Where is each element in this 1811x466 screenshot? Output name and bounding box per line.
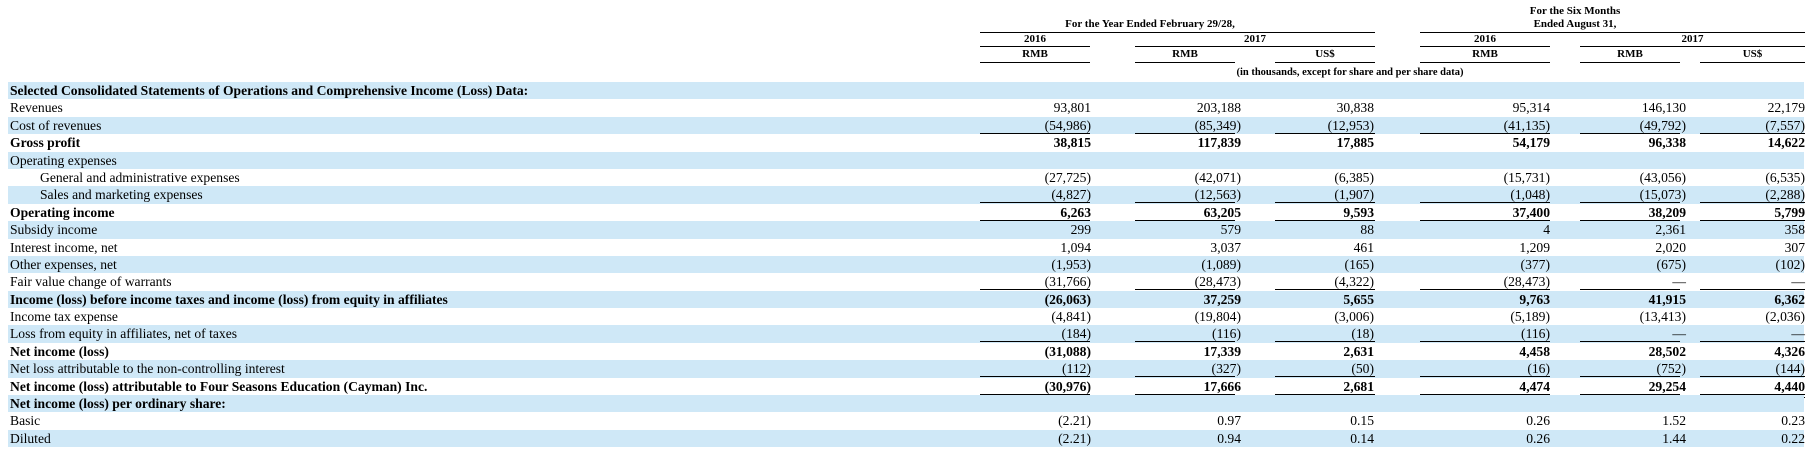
table-row	[8, 430, 1804, 447]
row-value: (6,385)	[1334, 169, 1374, 185]
row-value: 14,622	[1767, 135, 1805, 151]
table-row	[8, 221, 1804, 238]
row-value: 37,259	[1203, 291, 1241, 307]
row-label: Operating expenses	[10, 152, 117, 168]
row-value: 0.26	[1526, 430, 1550, 446]
table-row	[8, 99, 1804, 116]
row-value: (15,073)	[1639, 187, 1686, 203]
row-value: (675)	[1656, 256, 1686, 272]
currency-rule-6	[1700, 62, 1805, 63]
row-value: 117,839	[1197, 135, 1241, 151]
table-row	[8, 117, 1804, 134]
year-2016-heading: 2016	[1024, 33, 1046, 45]
row-value: —	[1791, 326, 1805, 342]
row-value: (116)	[1212, 326, 1241, 342]
currency-rmb-2: RMB	[1172, 48, 1198, 60]
row-value: (12,563)	[1194, 187, 1241, 203]
row-value: 37,400	[1512, 204, 1550, 220]
row-value: 579	[1220, 222, 1241, 238]
row-value: 0.15	[1350, 413, 1374, 429]
row-value: 6,263	[1060, 204, 1091, 220]
row-value: 461	[1353, 239, 1374, 255]
row-value: 0.14	[1350, 430, 1374, 446]
row-value: 30,838	[1336, 100, 1374, 116]
row-value: 4,474	[1519, 378, 1550, 394]
row-value: (7,557)	[1765, 117, 1805, 133]
row-value: 63,205	[1203, 204, 1241, 220]
row-label: General and administrative expenses	[40, 169, 240, 185]
table-row	[8, 239, 1804, 256]
six-2016-heading: 2016	[1474, 33, 1496, 45]
row-value: 5,655	[1343, 291, 1374, 307]
currency-rmb-1: RMB	[1022, 48, 1048, 60]
table-row	[8, 395, 1804, 412]
six-rule-2016	[1420, 46, 1550, 47]
table-row	[8, 82, 1804, 99]
row-value: (49,792)	[1639, 117, 1686, 133]
currency-rule-3	[1275, 62, 1375, 63]
currency-rule-4	[1420, 62, 1550, 63]
row-value: 38,209	[1648, 204, 1686, 220]
table-row	[8, 256, 1804, 273]
row-value: 3,037	[1210, 239, 1241, 255]
row-label: Basic	[10, 413, 41, 429]
row-value: (1,089)	[1201, 256, 1241, 272]
row-value: 54,179	[1512, 135, 1550, 151]
table-row	[8, 308, 1804, 325]
row-value: 4,326	[1774, 343, 1805, 359]
row-value: (43,056)	[1639, 169, 1686, 185]
row-value: (12,953)	[1327, 117, 1374, 133]
row-label: Loss from equity in affiliates, net of taxes	[10, 326, 238, 342]
row-label: Fair value change of warrants	[10, 274, 172, 290]
table-row	[8, 152, 1804, 169]
row-value: (3,006)	[1334, 309, 1374, 325]
row-value: 358	[1784, 222, 1805, 238]
row-value: 4	[1543, 222, 1550, 238]
row-value: 1.52	[1662, 413, 1686, 429]
units-note: (in thousands, except for share and per share data)	[1236, 67, 1464, 78]
row-value: (144)	[1775, 361, 1805, 377]
row-value: 22,179	[1767, 100, 1805, 116]
row-value: (13,413)	[1639, 309, 1686, 325]
row-value: 0.22	[1781, 430, 1805, 446]
row-label: Income (loss) before income taxes and income (loss) from equity in affiliates	[10, 291, 448, 307]
row-value: (30,976)	[1044, 378, 1091, 394]
row-label: Net income (loss) attributable to Four Seasons Education (Cayman) Inc.	[10, 378, 428, 394]
row-label: Net income (loss) per ordinary share:	[10, 396, 226, 412]
row-value: (18)	[1351, 326, 1374, 342]
year-ended-heading: For the Year Ended February 29/28,	[1065, 18, 1235, 30]
row-value: 0.97	[1217, 413, 1241, 429]
row-value: (102)	[1775, 256, 1805, 272]
year-2017-heading: 2017	[1244, 33, 1266, 45]
six-months-heading-line1: For the Six Months	[1529, 5, 1621, 17]
table-row	[8, 378, 1804, 395]
currency-rule-2	[1135, 62, 1235, 63]
row-value: (27,725)	[1044, 169, 1091, 185]
row-value: 1,209	[1519, 239, 1550, 255]
row-label: Sales and marketing expenses	[40, 187, 203, 203]
row-value: (184)	[1061, 326, 1091, 342]
row-label: Net income (loss)	[10, 343, 109, 359]
row-value: 96,338	[1648, 135, 1686, 151]
year-rule-2016	[980, 46, 1090, 47]
row-label: Cost of revenues	[10, 117, 102, 133]
row-value: (4,322)	[1334, 274, 1374, 290]
row-value: (28,473)	[1194, 274, 1241, 290]
row-value: (752)	[1656, 361, 1686, 377]
table-row	[8, 343, 1804, 360]
currency-usd-2: US$	[1742, 48, 1763, 60]
row-label: Net loss attributable to the non-controlling interest	[10, 361, 285, 377]
row-value: 203,188	[1196, 100, 1241, 116]
row-label: Interest income, net	[10, 239, 118, 255]
year-rule-2017	[1135, 46, 1375, 47]
table-row	[8, 325, 1804, 342]
row-value: (2.21)	[1058, 430, 1091, 446]
currency-rule-5	[1580, 62, 1680, 63]
row-value: (28,473)	[1503, 274, 1550, 290]
row-value: 307	[1784, 239, 1805, 255]
table-row	[8, 204, 1804, 221]
row-label: Income tax expense	[10, 309, 118, 325]
row-value: (85,349)	[1194, 117, 1241, 133]
row-value: (1,048)	[1510, 187, 1550, 203]
row-value: (2,036)	[1765, 309, 1805, 325]
currency-rmb-3: RMB	[1472, 48, 1498, 60]
row-value: 0.94	[1217, 430, 1241, 446]
row-value: 93,801	[1053, 100, 1091, 116]
row-value: 6,362	[1774, 291, 1805, 307]
row-value: 17,339	[1203, 343, 1241, 359]
row-value: 88	[1360, 222, 1374, 238]
row-value: (1,953)	[1051, 256, 1091, 272]
row-value: 41,915	[1648, 291, 1686, 307]
row-label: Gross profit	[10, 135, 81, 151]
row-value: 2,681	[1343, 378, 1374, 394]
row-value: 95,314	[1512, 100, 1550, 116]
row-label: Revenues	[10, 100, 63, 116]
row-value: 2,361	[1655, 222, 1686, 238]
table-row	[8, 134, 1804, 151]
row-value: (327)	[1211, 361, 1241, 377]
statement-table	[8, 82, 1804, 447]
row-value: 1.44	[1662, 430, 1686, 446]
row-value: (42,071)	[1194, 169, 1241, 185]
row-value: (31,766)	[1044, 274, 1091, 290]
row-value: (50)	[1351, 361, 1374, 377]
row-value: 2,631	[1343, 343, 1374, 359]
currency-rmb-4: RMB	[1617, 48, 1643, 60]
row-value: (112)	[1062, 361, 1091, 377]
row-value: 0.26	[1526, 413, 1550, 429]
currency-rule-1	[980, 62, 1090, 63]
row-label: Selected Consolidated Statements of Operations and Comprehensive Income (Loss) Data:	[10, 83, 529, 98]
six-months-heading-line2: Ended August 31,	[1533, 18, 1617, 30]
row-value: 9,763	[1519, 291, 1550, 307]
row-value: (377)	[1520, 256, 1550, 272]
table-row	[8, 169, 1804, 186]
row-value: 146,130	[1641, 100, 1686, 116]
row-value: (31,088)	[1044, 343, 1091, 359]
row-label: Subsidy income	[10, 222, 98, 238]
row-value: 9,593	[1343, 204, 1374, 220]
row-value: (26,063)	[1044, 291, 1091, 307]
table-row	[8, 412, 1804, 429]
table-row	[8, 291, 1804, 308]
row-value: (54,986)	[1044, 117, 1091, 133]
row-value: (1,907)	[1334, 187, 1374, 203]
row-value: (19,804)	[1194, 309, 1241, 325]
row-value: (165)	[1344, 256, 1374, 272]
row-value: (16)	[1527, 361, 1550, 377]
row-value: 17,885	[1336, 135, 1374, 151]
row-value: 4,440	[1774, 378, 1805, 394]
row-value: (41,135)	[1503, 117, 1550, 133]
row-label: Operating income	[10, 204, 115, 220]
row-value: (4,841)	[1051, 309, 1091, 325]
row-value: —	[1791, 274, 1805, 290]
row-value: (5,189)	[1510, 309, 1550, 325]
row-value: 38,815	[1053, 135, 1091, 151]
table-row	[8, 360, 1804, 377]
table-row	[8, 186, 1804, 203]
row-value: 28,502	[1648, 343, 1686, 359]
row-value: —	[1672, 326, 1686, 342]
row-value: 4,458	[1519, 343, 1550, 359]
row-value: 0.23	[1781, 413, 1805, 429]
row-value: (2,288)	[1765, 187, 1805, 203]
row-value: 5,799	[1774, 204, 1805, 220]
row-value: 2,020	[1655, 239, 1686, 255]
row-value: (116)	[1521, 326, 1550, 342]
row-value: 299	[1070, 222, 1091, 238]
table-row	[8, 273, 1804, 290]
six-2017-heading: 2017	[1681, 33, 1704, 45]
row-value: 1,094	[1060, 239, 1091, 255]
row-label: Other expenses, net	[10, 256, 117, 272]
row-value: (2.21)	[1058, 413, 1091, 429]
row-value: (15,731)	[1503, 169, 1550, 185]
row-value: 17,666	[1203, 378, 1241, 394]
currency-usd-1: US$	[1315, 48, 1335, 60]
row-label: Diluted	[10, 430, 51, 446]
row-value: 29,254	[1648, 378, 1686, 394]
row-value: —	[1672, 274, 1686, 290]
six-rule-2017	[1580, 46, 1805, 47]
row-value: (4,827)	[1051, 187, 1091, 203]
row-value: (6,535)	[1765, 169, 1805, 185]
